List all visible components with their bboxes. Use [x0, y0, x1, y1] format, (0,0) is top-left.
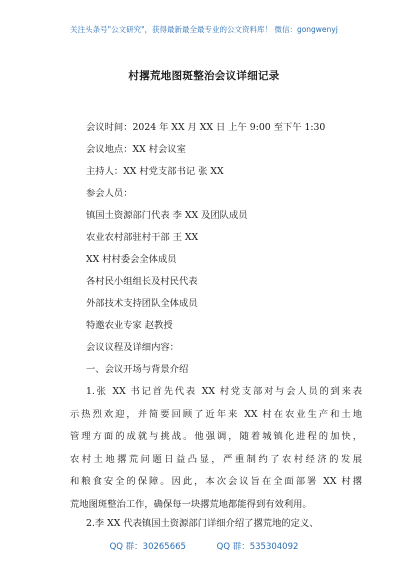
agenda-label: 会议议程及详细内容： [86, 342, 179, 353]
attendee-item: 外部技术支持团队全体成员 [86, 298, 198, 309]
paragraph-line: 管理方面的成就与挑战。他强调，随着城镇化进程的加快， [70, 431, 362, 442]
meeting-host: 主持人：XX 村党支部书记 张 XX [86, 166, 224, 177]
paragraph-line: 和粮食安全的保障。因此，本次会议旨在全面部署 XX 村撂 [70, 476, 362, 487]
meeting-time: 会议时间：2024 年 XX 月 XX 日 上午 9:00 至下午 1:30 [86, 122, 326, 133]
attendee-item: 特邀农业专家 赵教授 [86, 320, 173, 331]
attendees-label: 参会人员： [86, 188, 133, 199]
section-heading-1: 一、会议开场与背景介绍 [86, 364, 189, 375]
attendee-item: 镇国土资源部门代表 李 XX 及团队成员 [86, 210, 248, 221]
paragraph-1 [70, 386, 362, 521]
paragraph-line: 1.张 XX 书记首先代表 XX 村党支部对与会人员的到来表 [86, 386, 362, 397]
paragraph-line: 示热烈欢迎，并简要回顾了近年来 XX 村在农业生产和土地 [70, 408, 362, 420]
paragraph-line: 荒地图斑整治工作，确保每一块撂荒地都能得到有效利用。 [70, 498, 312, 510]
meeting-place: 会议地点：XX 村会议室 [86, 144, 186, 155]
footer-qq-groups [0, 540, 408, 552]
document-title: 村撂荒地图斑整治会议详细记录 [128, 70, 280, 82]
attendee-item: XX 村村委会全体成员 [86, 254, 177, 265]
qq-group-2: QQ 群：535304092 [216, 542, 299, 552]
attendee-item: 各村民小组组长及村民代表 [86, 276, 198, 287]
attendee-item: 农业农村部驻村干部 王 XX [86, 232, 199, 243]
header-promo-note: 关注头条号"公文研究"，获得最新最全最专业的公文资料库！ 微信：gongwenyj [70, 25, 338, 34]
qq-group-1: QQ 群：30265665 [109, 542, 186, 552]
paragraph-2 [70, 518, 362, 541]
paragraph-line: 2.李 XX 代表镇国土资源部门详细介绍了撂荒地的定义、 [86, 518, 319, 529]
paragraph-line: 农村土地撂荒问题日益凸显，严重制约了农村经济的发展 [70, 453, 362, 465]
